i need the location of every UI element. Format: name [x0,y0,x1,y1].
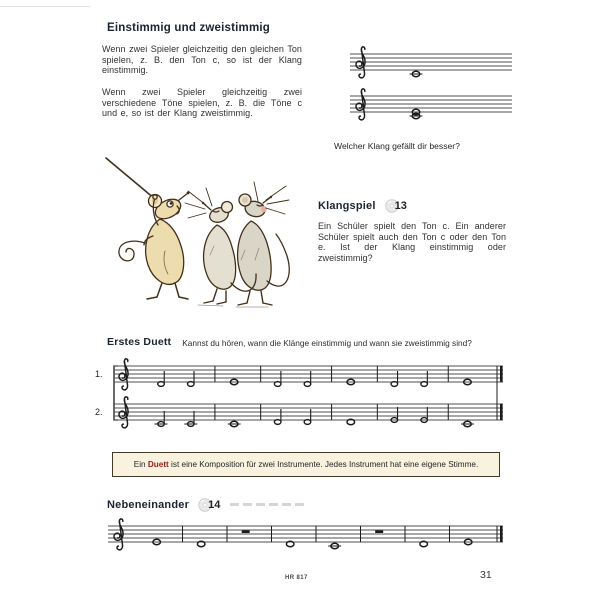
intro-paragraph-2: Wenn zwei Spieler gleichzeitig zwei verschiedene Töne spielen, z. B. die Töne c und e, so ist der Klang zweistimmig. [102,87,302,119]
duett-info-text [134,460,479,469]
duett-subtitle: Kannst du hören, wann die Klänge einstimmig und wann sie zweistimmig sind? [182,337,472,348]
klangspiel-header [318,198,407,213]
duett-staff-system [108,356,512,442]
duett-info-suffix: ist eine Komposition für zwei Instrumente. Jedes Instrument hat eine eigene Stimme. [168,460,479,469]
page-title: Einstimmig und zweistimmig [107,22,271,34]
staff-label-2: 2. [95,407,103,417]
duett-info-prefix: Ein [133,460,148,469]
nebeneinander-title: Nebeneinander [107,498,190,511]
page-number: 31 [480,569,492,581]
dashes-decoration [230,503,306,506]
nebeneinander-track-number: 14 [208,498,221,511]
baton-icon [106,158,155,199]
staff-label-1: 1. [95,369,103,379]
staff-zweistimmig-example [350,82,512,128]
klangspiel-title: Klangspiel [318,199,376,212]
scan-artifact-line [0,6,90,7]
intro-paragraph-1: Wenn zwei Spieler gleichzeitig den gleichen Ton spielen, z. B. den Ton c, so ist der Klang einstimmig. [102,44,302,76]
duett-term: Duett [147,460,169,469]
duett-info-box [112,452,500,477]
question-text: Welcher Klang gefällt dir besser? [334,141,460,151]
mice-illustration [98,148,303,310]
klangspiel-track-number: 13 [394,199,407,212]
nebeneinander-header [107,497,306,512]
klangspiel-text: Ein Schüler spielt den Ton c. Ein anderer Schüler spielt auch den Ton c oder den Ton e. Ist der Klang einstimmig oder zweistimmig? [318,221,506,263]
footer-code: HR 817 [285,575,308,581]
nebeneinander-staff [108,514,512,564]
duett-header [107,334,472,349]
duett-title: Erstes Duett [107,335,172,348]
staff-einstimmig-example [350,40,512,86]
